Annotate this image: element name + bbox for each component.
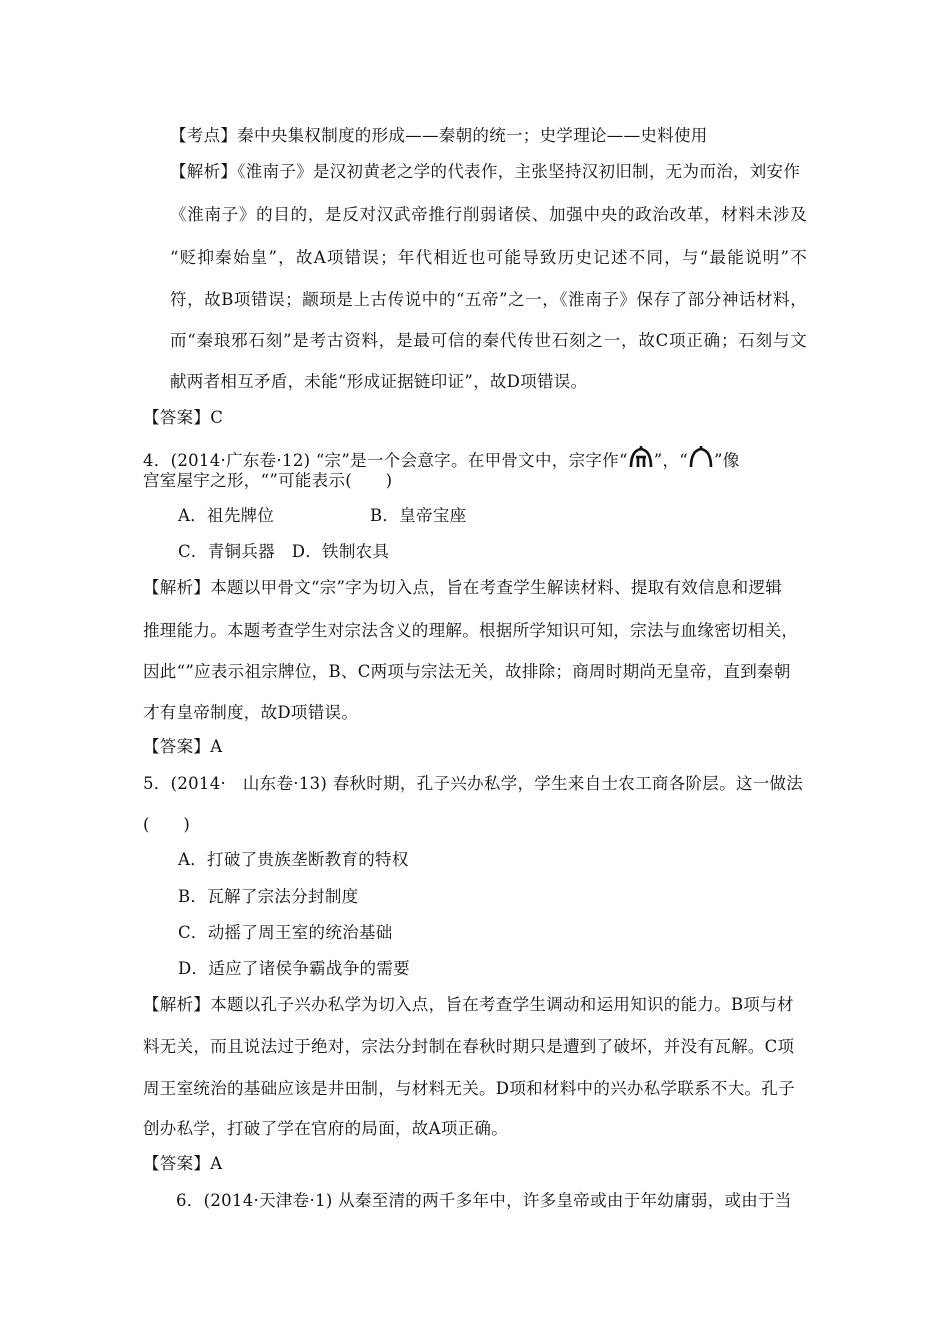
option-b: B．皇帝宝座: [370, 506, 467, 525]
option-a: A．祖先牌位: [178, 506, 275, 525]
oracle-bone-zong-icon: [628, 445, 654, 475]
question-4-stem-text: ”，“: [653, 451, 688, 470]
answer-line: 【答案】C: [143, 408, 224, 427]
option-b: B．瓦解了宗法分封制度: [178, 887, 359, 906]
analysis-line: 创办私学，打破了学在官府的局面，故A项正确。: [143, 1119, 509, 1138]
analysis-line: 因此“”应表示祖宗牌位，B、C两项与宗法无关，故排除；商周时期尚无皇帝，直到秦朝: [143, 662, 791, 681]
analysis-line: 料无关，而且说法过于绝对，宗法分封制在春秋时期只是遭到了破坏，并没有瓦解。C项: [143, 1037, 795, 1056]
analysis-line: 【解析】本题以甲骨文“宗”字为切入点，旨在考查学生解读材料、提取有效信息和逻辑: [143, 578, 783, 597]
analysis-line: 【解析】本题以孔子兴办私学为切入点，旨在考查学生调动和运用知识的能力。B项与材: [143, 995, 794, 1014]
option-a: A．打破了贵族垄断教育的特权: [178, 850, 409, 869]
option-d: D．适应了诸侯争霸战争的需要: [178, 959, 410, 978]
analysis-line: 【解析】《淮南子》是汉初黄老之学的代表作，主张坚持汉初旧制，无为而治，刘安作: [170, 162, 801, 181]
question-6-stem: 6．(2014·天津卷·1) 从秦至清的两千多年中，许多皇帝或由于年幼庸弱，或由于当: [176, 1191, 792, 1210]
analysis-line: 而“秦琅邪石刻”是考古资料，是最可信的秦代传世石刻之一，故C项正确；石刻与文: [170, 331, 807, 350]
analysis-line: “贬抑秦始皇”，故A项错误；年代相近也可能导致历史记述不同，与“最能说明”不: [170, 248, 807, 267]
answer-line: 【答案】A: [143, 1154, 223, 1173]
question-4-stem-text: ”像: [713, 451, 740, 470]
analysis-line: 推理能力。本题考查学生对宗法含义的理解。根据所学知识可知，宗法与血缘密切相关，: [143, 621, 799, 640]
option-c: C．动摇了周王室的统治基础: [178, 923, 393, 942]
analysis-line: 《淮南子》的目的，是反对汉武帝推行削弱诸侯、加强中央的政治改革，材料未涉及: [170, 205, 807, 224]
question-5-stem: 5．(2014· 山东卷·13) 春秋时期，孔子兴办私学，学生来自士农工商各阶层。这一做法: [143, 774, 804, 793]
options-c-d: C．青铜兵器 D．铁制农具: [178, 542, 390, 561]
analysis-line: 才有皇帝制度，故D项错误。: [143, 703, 359, 722]
kaodian-line: 【考点】秦中央集权制度的形成——秦朝的统一；史学理论——史料使用: [170, 126, 708, 145]
answer-line: 【答案】A: [143, 737, 223, 756]
analysis-line: 符，故B项错误；颛顼是上古传说中的“五帝”之一，《淮南子》保存了部分神话材料，: [170, 290, 807, 309]
analysis-line: 献两者相互矛盾，未能“形成证据链印证”，故D项错误。: [170, 372, 588, 391]
question-5-paren: ( ): [143, 815, 191, 834]
question-4-stem-line2: 宫室屋宇之形，“”可能表示( ): [143, 471, 393, 490]
oracle-bone-mian-icon: [688, 445, 714, 475]
question-4-stem-text: 4．(2014·广东卷·12) “宗”是一个会意字。在甲骨文中，宗字作“: [143, 451, 628, 470]
analysis-line: 周王室统治的基础应该是井田制，与材料无关。D项和材料中的兴办私学联系不大。孔子: [143, 1079, 795, 1098]
